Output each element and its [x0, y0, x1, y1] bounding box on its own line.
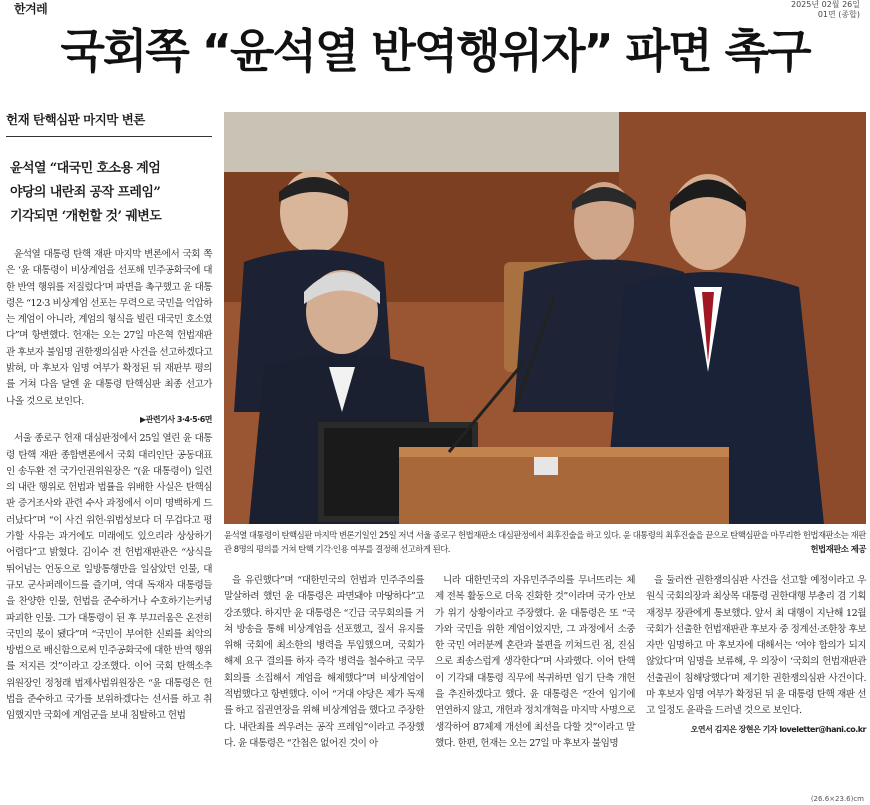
body-paragraph: 서울 종로구 헌재 대심판정에서 25일 열린 윤 대통령 탄핵 재판 종합변론에서 국회 대리인단 공동대표인 송두환 전 국가인권위원장은 “(윤 대통령이) 일련의 내란 행위로 헌법과 법률을 위배한 사실은 탄핵심판 증거조사와 관련 수사 과정에서 이미 명백하게 드러났다”며 “이 사건 위헌·위법성보다 더 무겁다고 평가할 사유는 과거에도 미래에도 있으리라 상상하기 어렵다”고 밝혔다. 김이수 전 헌법재판관은 “상식을 뛰어넘는 언동으로 일방통행만을 일삼았던 인물, 대규모 군사퍼레이드를 즐기며, 역대 독재자 대통령들을 찬양한 인물, 헌법을 준수하거나 수호하기는커녕 파괴한 인물. 그가 대통령이 된 후 부끄러움은 온전히 국민의 몫이 됐다”며 “국민이 부여한 신뢰를 최악의 방법으로 배신함으로써 민주공화국에 대한 반역 행위를 저지른 것”이라고 강조했다. 이어 국회 탄핵소추위원장인 정청래 법제사법위원장은 “윤 대통령은 헌법을 준수하고 국가를 보위하겠다는 선서를 하고 취임했지만 국회에 계엄군을 보내 침탈하고 헌법 — [6, 433, 212, 722]
masthead — [0, 0, 870, 19]
body-paragraph: 을 둘러싼 권한쟁의심판 사건을 선고할 예정이라고 우원식 국회의장과 최상목 대통령 권한대행 부총리 겸 기획재정부 장관에게 통보했다. 앞서 최 대행이 지난해 12월 국회가 선출한 헌법재판관 후보자 중 정계선·조한창 후보자만 임명하고 마 후보자에 대해서는 ‘여야 합의가 되지 않았다’며 임명을 보류해, 우 의장이 ‘국회의 헌법재판관 선출권이 침해당했다’며 제기한 권한쟁의심판 사건이다. 마 후보자 임명 여부가 확정된 뒤 윤 대통령 탄핵 재판 선고 일정도 윤곽을 드러낼 것으로 보인다. — [646, 575, 866, 717]
subhead-line-2: 야당의 내란죄 공작 프레임” — [10, 185, 161, 200]
body-column-4 — [646, 573, 866, 738]
main-headline: 국회쪽 “윤석열 반역행위자” 파면 촉구 — [60, 24, 810, 78]
body-column-3 — [435, 573, 635, 752]
lead-body — [6, 247, 212, 725]
byline: 오연서 김지은 장현은 기자 loveletter@hani.co.kr — [690, 724, 866, 734]
photo-credit: 헌법재판소 제공 — [810, 544, 866, 554]
news-photo — [224, 112, 866, 524]
newspaper-logo: 한겨레 — [14, 2, 48, 16]
lead-column — [6, 110, 212, 725]
subheadline — [6, 157, 212, 229]
kicker: 헌재 탄핵심판 마지막 변론 — [6, 110, 212, 137]
related-articles-link[interactable]: ▶관련기사 3·4·5·6면 — [140, 414, 212, 424]
lead-paragraph: 윤석열 대통령 탄핵 재판 마지막 변론에서 국회 쪽은 ‘윤 대통령이 비상계엄을 선포해 민주공화국에 대한 반역 행위를 저질렀다’며 파면을 촉구했고 윤 대통령은 “12·3 비상계엄 선포는 무력으로 국민을 억압하는 계엄이 아니라, 계엄의 형식을 빌린 대국민 호소였다”며 항변했다. 헌재는 오는 27일 마은혁 헌법재판관 후보자 불임명 권한쟁의심판 사건을 선고하겠다고 밝혀, 마 후보자 임명 여부가 확정된 뒤 재판부 평의를 거쳐 다음 달엔 윤 대통령 탄핵심판 최종 선고가 나올 것으로 보인다. — [6, 249, 212, 407]
caption-text: 윤석열 대통령이 탄핵심판 마지막 변론기일인 25일 저녁 서울 종로구 헌법재판소 대심판정에서 최후진술을 하고 있다. 윤 대통령의 최후진술을 끝으로 탄핵심판을 마무리한 헌법재판소는 재판관 8명의 평의를 거쳐 탄핵 기각·인용 여부를 결정해 선고하게 된다. — [224, 530, 866, 554]
page-number: 01면 (종합) — [817, 10, 860, 19]
body-paragraph: 을 유린했다”며 “대한민국의 헌법과 민주주의를 말살하려 했던 윤 대통령은 파면돼야 마땅하다”고 강조했다. 하지만 윤 대통령은 “긴급 국무회의를 거쳐 방송을 통해 비상계엄을 선포했고, 질서 유지를 위해 국회에 최소한의 병력을 투입했으며, 국회가 해제 요구 결의를 하자 즉각 병력을 철수하고 국무회의를 소집해서 계엄을 해제했다”며 비상계엄이 적법했다고 항변했다. 이어 “거대 야당은 제가 독재를 하고 집권연장을 위해 비상계엄을 했다고 주장한다. 내란죄를 씌우려는 공작 프레임”이라고 주장했다. 윤 대통령은 “간첩은 없어진 것이 아 — [224, 575, 424, 749]
subhead-line-1: 윤석열 “대국민 호소용 계엄 — [10, 161, 161, 176]
date-info — [791, 0, 860, 20]
issue-date: 2025년 02월 26일 — [791, 0, 860, 9]
courtroom-photo-illustration — [224, 112, 866, 524]
subhead-line-3: 기각되면 ‘개헌할 것’ 궤변도 — [10, 209, 162, 224]
body-column-2 — [224, 573, 424, 752]
photo-caption — [224, 528, 866, 556]
body-paragraph: 니라 대한민국의 자유민주주의를 무너뜨리는 체제 전복 활동으로 더욱 진화한 것”이라며 국가 안보가 위기 상황이라고 주장했다. 윤 대통령은 또 “국가와 국민을 위한 계엄이었지만, 그 과정에서 소중한 국민 여러분께 혼란과 불편을 끼쳐드린 점, 진심으로 죄송스럽게 생각한다”며 사과했다. 이어 탄핵이 기각돼 대통령 직무에 복귀하면 임기 단축 개헌을 추진하겠다고 했다. 윤 대통령은 “잔여 임기에 연연하지 않고, 개헌과 정치개혁을 마지막 사명으로 생각하여 87체제 개선에 최선을 다할 것”이라고 말했다. 한편, 헌재는 오는 27일 마 후보자 불임명 — [435, 575, 635, 749]
page-size-note: (26.6×23.6)cm — [810, 795, 864, 803]
